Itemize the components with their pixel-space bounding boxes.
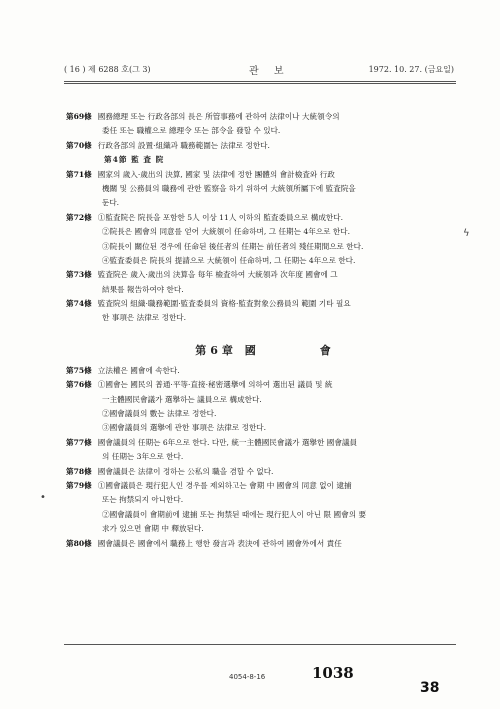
margin-mark: ϟ	[463, 228, 470, 239]
article-number: 第73條	[66, 270, 92, 280]
text-line	[66, 225, 454, 239]
article-text: 國會議員은 國會에서 職務上 행한 發言과 表決에 관하여 國會外에서 責任	[97, 538, 342, 548]
article-text: 監査院의 組織·職務範圍·監査委員의 資格·監査對象公務員의 範圍 기타 필요	[97, 299, 351, 309]
article-text: 委任 또는 職權으로 總理令 또는 部令을 發할 수 있다.	[102, 126, 281, 136]
header-rule	[64, 81, 456, 82]
article-text: ①國會는 國民의 普通·平等·直接·秘密選擧에 의하여 選出된 議員 및 統	[97, 380, 333, 390]
text-line	[66, 421, 454, 435]
article-text: 國會議員은 法律이 정하는 公私의 職을 겸할 수 없다.	[97, 466, 274, 476]
issue-date: 1972. 10. 27. (금요일)	[368, 65, 454, 74]
article-text: 國務總理 또는 行政各部의 長은 所管事務에 관하여 法律이나 大統領令의	[97, 112, 340, 121]
article-text: 한 事項은 法律로 정한다.	[102, 313, 187, 323]
text-line	[66, 182, 454, 196]
article-number: 第69條	[66, 112, 92, 121]
article-number: 第79條	[66, 480, 92, 490]
text-line	[66, 493, 454, 507]
text-line	[66, 196, 454, 210]
article-number: 第71條	[66, 169, 92, 179]
section-heading: 第4節 監 査 院	[104, 155, 165, 165]
chapter-heading-left: 第6章 國	[195, 343, 260, 357]
page-number: 38	[420, 680, 440, 696]
article-number: 第70條	[66, 140, 92, 150]
issue-number: ( 16 ) 제 6288 호(그 3)	[64, 65, 151, 74]
article-text: 立法權은 國會에 속한다.	[97, 365, 180, 375]
article-text: ②國會議員의 數는 法律로 정한다.	[102, 409, 217, 419]
article-number: 第74條	[66, 299, 92, 309]
text-line	[66, 240, 454, 254]
constitution-articles-part1	[66, 110, 454, 326]
text-line	[66, 168, 454, 182]
article-text: ④監査委員은 院長의 提請으로 大統領이 任命하며, 그 任期는 4年으로 한다.	[102, 255, 356, 265]
article-text: 一主體國民會議가 選擧하는 議員으로 構成한다.	[102, 394, 262, 404]
text-line	[66, 124, 454, 138]
text-line	[66, 283, 454, 297]
article-text: 또는 拘禁되지 아니한다.	[102, 495, 184, 505]
text-line	[66, 139, 454, 153]
article-text: 結果를 報告하여야 한다.	[102, 284, 184, 294]
text-line	[66, 268, 454, 282]
article-text: 監査院은 歲入·歲出의 決算을 每年 檢査하여 大統領과 次年度 國會에 그	[97, 270, 338, 280]
article-text: 둔다.	[102, 198, 120, 208]
text-line	[66, 479, 454, 493]
article-text: ③國會議員의 選擧에 관한 事項은 法律로 정한다.	[102, 423, 267, 433]
article-number: 第76條	[66, 380, 92, 390]
chapter-heading-right: 會	[319, 343, 335, 357]
article-text: ①監査院은 院長을 포함한 5人 이상 11人 이하의 監査委員으로 構成한다.	[97, 212, 343, 222]
text-line	[66, 211, 454, 225]
print-code: 4054-8-16	[229, 673, 266, 681]
text-line	[66, 378, 454, 392]
text-line	[66, 537, 454, 551]
text-line	[66, 407, 454, 421]
article-number: 第77條	[66, 437, 92, 447]
article-number: 第75條	[66, 365, 92, 375]
text-line	[66, 450, 454, 464]
text-line	[66, 465, 454, 479]
text-line	[66, 110, 454, 124]
article-text: ②院長은 國會의 同意를 얻어 大統領이 任命하며, 그 任期는 4年으로 한다.	[102, 227, 350, 237]
gazette-title: 관 보	[249, 66, 290, 77]
chapter-heading	[66, 334, 454, 364]
article-text: 의 任期는 3年으로 한다.	[102, 452, 184, 462]
text-line	[66, 436, 454, 450]
text-line	[66, 311, 454, 325]
article-text: ①國會議員은 現行犯人인 경우를 제외하고는 會期 中 國會의 同意 없이 逮捕	[97, 480, 352, 490]
text-line	[66, 522, 454, 536]
footer-rule	[64, 644, 456, 645]
article-number: 第72條	[66, 212, 92, 222]
header-rule-double	[64, 83, 456, 84]
margin-mark: •	[40, 492, 46, 503]
text-line	[66, 364, 454, 378]
article-number: 第80條	[66, 538, 92, 548]
article-text: 機關 및 公務員의 職務에 관한 監察을 하기 위하여 大統領所屬下에 監査院을	[102, 183, 356, 193]
stamp-number: 1038	[312, 664, 354, 682]
document-body	[66, 110, 454, 551]
text-line	[66, 508, 454, 522]
article-text: 行政各部의 設置·組織과 職務範圍는 法律로 정한다.	[97, 140, 270, 150]
article-text: 國會議員의 任期는 6年으로 한다. 다만, 統一主體國民會議가 選擧한 國會議員	[97, 437, 358, 447]
article-number: 第78條	[66, 466, 92, 476]
gazette-header	[64, 62, 454, 78]
text-line	[66, 393, 454, 407]
text-line	[66, 254, 454, 268]
article-text: 求가 있으면 會期 中 釋放된다.	[102, 524, 204, 534]
article-text: ③院長이 關位된 경우에 任命된 後任者의 任期는 前任者의 殘任期間으로 한다.	[102, 241, 364, 251]
constitution-articles-part2	[66, 364, 454, 551]
article-text: ②國會議員이 會期前에 逮捕 또는 拘禁된 때에는 現行犯人이 아닌 限 國會의 要	[102, 509, 367, 519]
article-text: 國家의 歲入·歲出의 決算, 國家 및 法律에 정한 團體의 會計檢査와 行政	[97, 169, 335, 179]
text-line	[66, 297, 454, 311]
